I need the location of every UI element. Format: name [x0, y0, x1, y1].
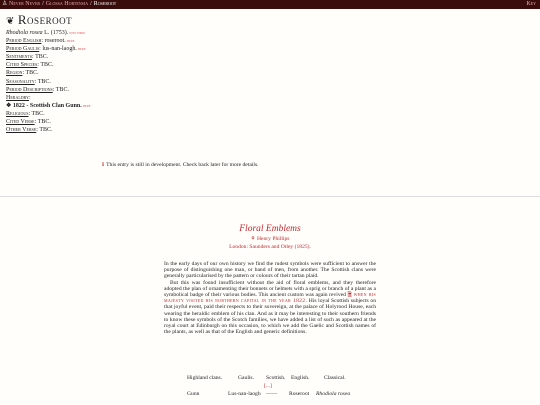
field-label: Period Gaulis	[6, 46, 40, 53]
field-period-gaulis: Period Gaulis: lus-nan-laogh.$^{here}$	[6, 46, 86, 53]
cell-clan: Gunn	[187, 391, 200, 397]
entry-title-text: Roseroot	[17, 12, 73, 27]
header-classical: Classical.	[324, 375, 346, 381]
table-ellipsis: [...]	[264, 383, 272, 389]
breadcrumb-never-never[interactable]: Never Never	[9, 1, 41, 7]
info-icon: ℹ	[102, 162, 105, 168]
header-highland-clans: Highland clans.	[187, 375, 223, 381]
article-author[interactable]: Henry Phillips	[256, 236, 290, 242]
breadcrumb-glossa-hortensia[interactable]: Glossa Hortensia	[45, 1, 89, 7]
field-label: Heraldry	[6, 94, 30, 101]
field-label: Seasonality	[6, 78, 35, 85]
field-value: TBC.	[37, 78, 51, 85]
cell-scottish: ——	[266, 391, 278, 397]
key-link[interactable]: Key	[526, 1, 536, 7]
field-label: Sentiments	[6, 54, 33, 61]
field-value: TBC.	[31, 110, 45, 117]
article-paragraph-1: In the early days of our own history we find the rudest symbols were sufficient to answer the purpose of distinguishing one man, or band of men, from another. The Scottish clans were generally particularised by the pattern or colours of their tartan plaid.	[164, 261, 376, 280]
latin-name-row	[6, 29, 306, 37]
cell-english: Roseroot	[289, 391, 310, 397]
header-gaulis: Gaulis.	[238, 375, 255, 381]
field-value: TBC.	[55, 86, 69, 93]
field-religious: Religious: TBC.	[6, 110, 45, 117]
field-label: Region	[6, 70, 23, 77]
field-sentiments: Sentiments: TBC.	[6, 54, 49, 61]
field-value: roseroot.	[44, 38, 66, 45]
document-icon[interactable]: 🗎	[347, 292, 353, 299]
cell-gaulis: Lus-nan-laogh	[228, 391, 261, 397]
field-label: Period Descriptions	[6, 86, 53, 93]
clan-name: 1822 - Scottish Clan Gunn.	[12, 102, 82, 109]
field-value: lus-nan-laogh.	[42, 46, 77, 53]
article-publisher: London: Saunders and Otley (1825).	[229, 244, 311, 250]
paragraph-text: But this was found insufficient without the aid of floral emblems, and they therefore adopted the plan of ornamenting their bonnets or helmets with a sprig or branch of a plant as a symbolical badge of their various bodies. This ancient custom was again revived	[164, 279, 376, 299]
article-author-row	[0, 236, 540, 242]
field-label: Cited Verse	[6, 119, 35, 126]
breadcrumb-current-page: Roseroot	[93, 1, 117, 7]
development-notice	[102, 162, 259, 168]
field-cited-verse: Cited Verse: TBC.	[6, 119, 51, 126]
paragraph-text: His loyal Scottish subjects on that joyful event, paid their respects to their sovereign, at the palace of Holyrood House, each wearing the heraldic emblem of his clan. And as it may be interesting to their southern friends to know these symbols of the Scotch families, we have added a list of such as appeared at the royal court at Edinburgh on this occasion, to which we add the Gaelic and Scottish names of the plants, as well as that of the English and generic definitions.	[164, 298, 376, 336]
info-link[interactable]: info here	[69, 30, 86, 35]
article-body	[164, 261, 376, 335]
section-divider	[0, 196, 540, 197]
field-cited-species: Cited Species: TBC.	[6, 62, 54, 69]
header-scottish: Scottish.	[266, 375, 286, 381]
latin-authority: L. (1753).	[44, 30, 69, 36]
clan-icon: ❖	[6, 102, 12, 109]
header-english: English.	[291, 375, 310, 381]
cell-classical: Rhodiola rosea	[316, 391, 351, 397]
field-value: TBC.	[40, 62, 54, 69]
entry-fields	[6, 29, 306, 134]
field-value: TBC.	[25, 70, 39, 77]
clan-row	[6, 102, 306, 110]
notice-text: This entry is still in development. Check back later for more details.	[106, 162, 259, 168]
plant-entry	[6, 12, 306, 134]
latin-name: Rhodiola rosea	[6, 30, 43, 36]
article-paragraph-2	[164, 280, 376, 336]
flower-icon: ❦	[6, 16, 15, 27]
author-icon: ⚘	[250, 236, 257, 242]
field-seasonality: Seasonality: TBC.	[6, 78, 51, 85]
page-title	[6, 12, 306, 30]
article-title: Floral Emblems	[239, 224, 301, 234]
breadcrumb: Never Never / Glossa Hortensia / Roseroot	[9, 1, 117, 7]
field-value: TBC.	[37, 119, 51, 126]
field-heraldry: Heraldry:	[6, 94, 31, 101]
field-period-english: Period English: roseroot.$^{here}$	[6, 38, 75, 45]
field-value: TBC.	[35, 54, 49, 61]
reference-link[interactable]: here	[77, 46, 86, 52]
top-navigation-bar	[0, 0, 540, 9]
highlighted-passage[interactable]: when his majesty visited his northern capital in the year 1822.	[164, 292, 377, 305]
field-value: TBC.	[39, 127, 53, 134]
field-label: Cited Species	[6, 62, 38, 69]
field-other-verse: Other Verse: TBC.	[6, 127, 53, 134]
field-label: Religious	[6, 110, 29, 117]
field-label: Other Verse	[6, 127, 37, 134]
reference-link[interactable]: here	[66, 38, 75, 44]
field-label: Period English	[6, 38, 42, 45]
reference-link[interactable]: here	[82, 102, 91, 108]
field-period-descriptions: Period Descriptions: TBC.	[6, 86, 69, 93]
home-icon[interactable]: ♙	[2, 1, 8, 7]
field-region: Region: TBC.	[6, 70, 39, 77]
